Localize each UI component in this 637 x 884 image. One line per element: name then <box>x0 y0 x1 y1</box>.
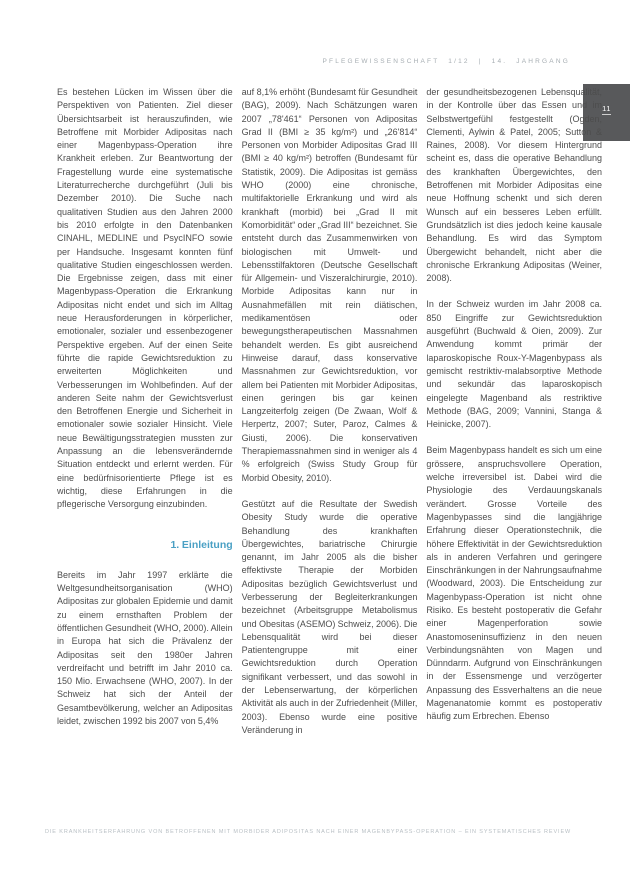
column-3 <box>426 86 602 826</box>
article-columns <box>57 86 602 826</box>
body-paragraph: In der Schweiz wurden im Jahr 2008 ca. 850 Eingriffe zur Gewichtsreduktion ausgeführt (Buchwald & Oien, 2009). Zur Anwendung kommt primär der laparoskopische Roux-Y-Magenbypass als gemischt restriktiv-malabsorptive Methode und sekundär das laparoskopisch eingelegte Magenband als restriktive Methode (BAG, 2009; Vannini, Stanga & Heinicke, 2007). <box>426 299 602 430</box>
body-paragraph: der gesundheitsbezogenen Lebensqualität, in der Kontrolle über das Essen und im Selbstwertgefühl festgestellt (Ogden, Clementi, Aylwin & Patel, 2005; Sutton & Raines, 2008). Vor diesem Hintergrund scheint es, dass die operative Behandlung des krankhaften Übergewichtes, den Betroffenen mit Morbider Adipositas eine neue Hoffnung schenkt und sich deren Wunsch auf ein besseres Leben erfüllt. Grundsätzlich ist dies jedoch keine kausale Behandlung. Es wird das Symptom Übergewicht behandelt, nicht aber die chronische Erkrankung Adipositas (Weiner, 2008). <box>426 87 602 284</box>
intro-paragraph: Bereits im Jahr 1997 erklärte die Weltgesundheitsorganisation (WHO) Adipositas zur globalen Epidemie und damit zu einem ernsthaften Problem der öffentlichen Gesundheit (WHO, 2000). Allein in Europa hat sich die Prävalenz der Adipositas seit den 1980er Jahren verdreifacht und betrifft im Jahr 2010 ca. 150 Mio. Erwachsene (WHO, 2007). In der Schweiz hat sich der Anteil der Gesamtbevölkerung, welcher an Adipositas leidet, zwischen 1992 bis 2007 von 5,4% <box>57 569 233 727</box>
body-paragraph: auf 8,1% erhöht (Bundesamt für Gesundheit (BAG), 2009). Nach Schätzungen waren 2007 „78'461“ Personen von Adipositas Grad II (BMI ≥ 35 kg/m²) und „26'814“ Personen von Morbider Adipositas Grad III (BMI ≥ 40 kg/m²) betroffen (Bundesamt für Statistik, 2009). Die Adipositas ist gemäss WHO (2000) eine chronische, multifaktorielle Erkrankung und wird als krankhaft (morbid) bei „Grad II mit Komorbidität“ oder „Grad III“ bezeichnet. Sie entsteht durch das Zusammenwirken von biologischen mit Umwelt- und Lebensstilfaktoren (Deutsche Gesellschaft für Allgemein- und Viszeralchirurgie, 2010). Morbide Adipositas kann nur in Ausnahmefällen mit rein diätischen, medikamentösen oder bewegungstherapeutischen Massnahmen behandelt werden. Es gibt ausreichend Hinweise darauf, dass konservative Massnahmen zur Gewichtsreduktion, vor allem bei Patienten mit Morbider Adipositas, einen geringen bis gar keinen Langzeiterfolg zeigen (De Zwaan, Wolf & Herpertz, 2007; Suter, Paroz, Calmes & Giusti, 2006). Die konservativen Therapiemassnahmen sind in weniger als 4 % erfolgreich (Swiss Study Group für Morbid Obesity, 2010). <box>241 87 418 483</box>
column-1 <box>57 86 233 826</box>
section-heading-einleitung: 1. Einleitung <box>170 538 233 551</box>
journal-header: PFLEGEWISSENSCHAFT 1/12 | 14. JAHRGANG <box>322 58 570 65</box>
column-2 <box>242 86 418 826</box>
page-number: 11 <box>602 104 611 113</box>
abstract-paragraph: Es bestehen Lücken im Wissen über die Perspektiven von Patienten. Ziel dieser Übersichtsarbeit ist herauszufinden, wie Betroffene mit Morbider Adipositas nach einer Magenbypass-Operation ihre Krankheit erleben. Zur Beantwortung der Fragestellung wurde eine systematische Literaturrecherche durchgeführt (Juli bis Dezember 2010). Die Suche nach qualitativen Studien aus den Jahren 2000 bis 2010 erfolgte in den Datenbanken CINAHL, MEDLINE und PsycINFO sowie per Handsuche. Insgesamt konnten fünf qualitative Studien eingeschlossen werden. Die Ergebnisse zeigen, dass mit einer Magenbypass-Operation die Erkrankung Adipositas nicht endet und sich im Alltag neue Herausforderungen in körperlicher, emotionaler, sozialer und essenbezogener Perspektive ergeben. Auf der einen Seite führte die rapide Gewichtsreduktion zu erweiterten Möglichkeiten und Verbesserungen im Wohlbefinden. Auf der anderen Seite nahm der Gewichtsverlust den Betroffenen Energie und Sicherheit in emotionaler sowie sozialer Hinsicht. Viele neue Bewältigungsstrategien mussten zur Anpassung an die lebensverändernde Situation entdeckt und erlernt werden. Für eine bedürfnisorientierte Pflege ist es wichtig, diese Erfahrungen in die pflegerische Versorgung einzubinden. <box>57 87 233 510</box>
running-footer: DIE KRANKHEITSERFAHRUNG VON BETROFFENEN MIT MORBIDER ADIPOSITAS NACH EINER MAGENBYPASS-OPERATION – EIN SYSTEMATISCHES REVIEW <box>45 829 572 835</box>
body-paragraph: Gestützt auf die Resultate der Swedish Obesity Study wurde die operative Behandlung des krankhaften Übergewichtes, bariatrische Chirurgie genannt, im Jahr 2005 als die bisher effektivste Therapie der Morbiden Adipositas bezüglich Gewichtsverlust und Verbesserung der Begleiterkrankungen bezeichnet (Arbeitsgruppe Metabolismus und Obesitas (ASEMO) Schweiz, 2006). Die Lebensqualität wird bei dieser Patientengruppe mit einer Gewichtsreduktion durch Operation signifikant verbessert, und das sowohl in der Lebenserwartung, der körperlichen Aktivität als auch in der Zufriedenheit (Miller, 2003). Ebenso wurde eine positive Veränderung in <box>241 498 418 735</box>
body-paragraph: Beim Magenbypass handelt es sich um eine grössere, anspruchsvollere Operation, welche irreversibel ist. Dabei wird die Physiologie des Verdauungskanals verändert. Grosse Vorteile des Magenbypasses sind die langjährige Erfahrung dieser Operationstechnik, die höhere Effektivität in der Gewichtsreduktion als in anderen Verfahren und geringere Einschränkungen in der Nahrungsaufnahme (Woodward, 2003). Die Entscheidung zur Magenbypass-Operation ist nicht ohne Risiko. Es besteht postoperativ die Gefahr einer Magenperforation sowie Anastomoseninsuffizienz in den neuen Verbindungsnähten von Magen und Dünndarm. Aufgrund von Einschränkungen in der Essensmenge und verzögerter Anpassung des Essverhaltens an die neue Magenanatomie kommt es postoperativ häufig zum Erbrechen. Ebenso <box>426 445 602 722</box>
